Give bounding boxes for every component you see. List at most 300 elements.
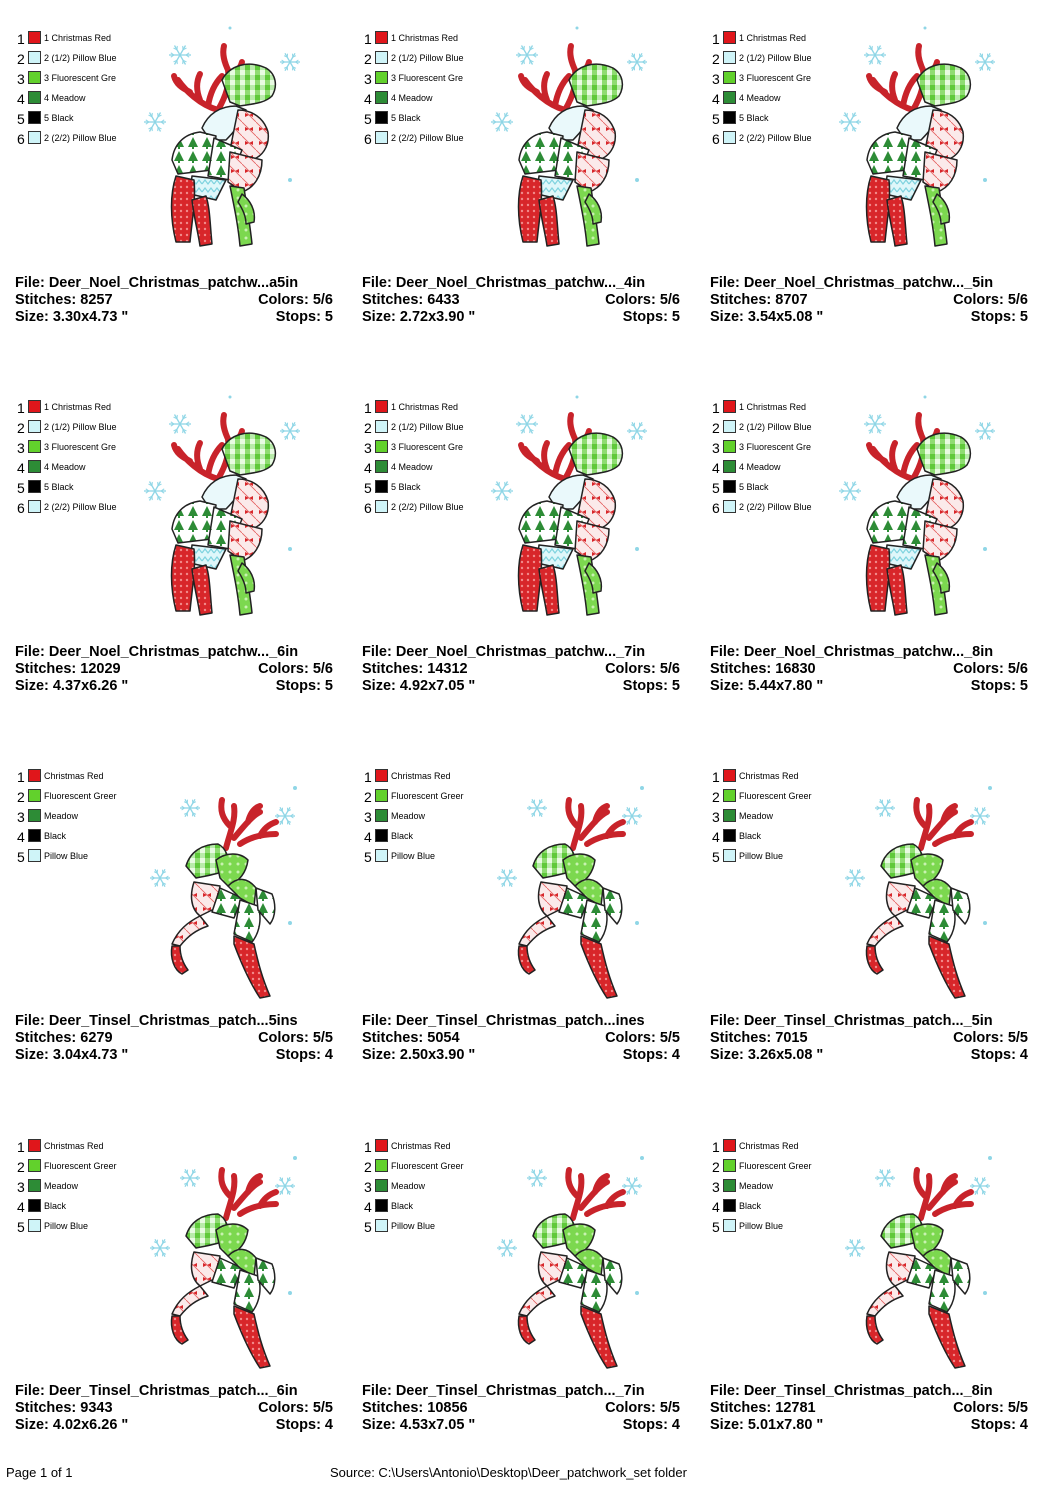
color-swatch	[375, 131, 388, 144]
color-swatch	[375, 1219, 388, 1232]
color-swatch	[375, 51, 388, 64]
legend-color-name: Meadow	[391, 811, 426, 821]
legend-color-name: 4 Meadow	[44, 93, 86, 103]
legend-color-name: 5 Black	[739, 482, 769, 492]
legend-number: 3	[712, 71, 720, 87]
legend-number: 3	[364, 1179, 372, 1195]
color-legend	[17, 1138, 127, 1238]
color-swatch	[375, 769, 388, 782]
legend-color-name: 3 Fluorescent Gre	[391, 442, 464, 452]
design-size: Size: 5.01x7.80 "	[710, 1417, 824, 1433]
color-count: Colors: 5/6	[605, 661, 680, 677]
file-name: File: Deer_Tinsel_Christmas_patch...5ins	[15, 1013, 298, 1029]
legend-row	[712, 419, 822, 439]
color-swatch	[723, 809, 736, 822]
design-card	[347, 738, 695, 1107]
legend-color-name: 4 Meadow	[391, 93, 433, 103]
legend-row	[712, 1178, 822, 1198]
snowflake-icon	[280, 422, 300, 439]
stitch-count: Stitches: 8707	[710, 292, 808, 308]
legend-row	[364, 399, 474, 419]
legend-color-name: 2 (1/2) Pillow Blue	[739, 53, 812, 63]
color-swatch	[723, 500, 736, 513]
legend-color-name: 4 Meadow	[739, 462, 781, 472]
stop-count: Stops: 4	[622, 1047, 680, 1063]
legend-row	[712, 439, 822, 459]
deer-noel-embroidery-preview	[130, 379, 330, 634]
color-swatch	[28, 51, 41, 64]
legend-row	[712, 459, 822, 479]
legend-number: 5	[364, 480, 372, 496]
stop-count: Stops: 4	[622, 1417, 680, 1433]
legend-color-name: Fluorescent Greer	[391, 791, 464, 801]
legend-row	[712, 1138, 822, 1158]
legend-color-name: 2 (2/2) Pillow Blue	[44, 502, 117, 512]
design-card	[695, 738, 1043, 1107]
snowflake-icon	[491, 482, 513, 501]
stitch-count: Stitches: 10856	[362, 1400, 468, 1416]
stitch-count: Stitches: 5054	[362, 1030, 460, 1046]
snowflake-icon	[180, 1169, 200, 1186]
snowflake-icon	[864, 415, 886, 434]
stitch-count: Stitches: 7015	[710, 1030, 808, 1046]
legend-number: 5	[712, 111, 720, 127]
stitch-count: Stitches: 12781	[710, 1400, 816, 1416]
design-info	[710, 1013, 1028, 1064]
file-name: File: Deer_Tinsel_Christmas_patch..._7in	[362, 1383, 645, 1399]
deer-tinsel-embroidery-preview	[130, 1118, 330, 1373]
legend-color-name: Christmas Red	[391, 771, 451, 781]
legend-color-name: 2 (1/2) Pillow Blue	[44, 53, 117, 63]
legend-number: 4	[712, 1199, 720, 1215]
design-info	[710, 275, 1028, 326]
legend-number: 4	[364, 460, 372, 476]
snowflake-icon	[150, 869, 170, 886]
legend-row	[364, 788, 474, 808]
legend-color-name: Black	[739, 1201, 762, 1211]
snowflake-icon	[845, 1239, 865, 1256]
legend-color-name: 5 Black	[44, 113, 74, 123]
legend-number: 1	[712, 1139, 720, 1155]
page-indicator: Page 1 of 1	[6, 1465, 73, 1480]
legend-color-name: 3 Fluorescent Gre	[391, 73, 464, 83]
legend-number: 5	[712, 1219, 720, 1235]
file-name: File: Deer_Tinsel_Christmas_patch...ines	[362, 1013, 645, 1029]
legend-row	[712, 110, 822, 130]
snowflake-icon	[864, 46, 886, 65]
snowflake-icon	[975, 422, 995, 439]
legend-color-name: Pillow Blue	[44, 851, 89, 861]
file-name: File: Deer_Noel_Christmas_patchw..._7in	[362, 644, 646, 660]
legend-color-name: Pillow Blue	[391, 1221, 436, 1231]
legend-row	[17, 110, 127, 130]
legend-number: 2	[17, 51, 25, 67]
design-size: Size: 4.37x6.26 "	[15, 678, 129, 694]
design-card	[347, 1108, 695, 1477]
legend-color-name: 1 Christmas Red	[739, 33, 807, 43]
snowflake-icon	[875, 799, 895, 816]
deer-noel-embroidery-preview	[130, 10, 330, 265]
design-info	[362, 1013, 680, 1064]
legend-color-name: 4 Meadow	[391, 462, 433, 472]
snowflake-icon	[144, 482, 166, 501]
legend-row	[712, 768, 822, 788]
legend-color-name: 3 Fluorescent Gre	[44, 442, 117, 452]
color-swatch	[28, 789, 41, 802]
legend-row	[712, 90, 822, 110]
color-swatch	[28, 480, 41, 493]
color-legend	[364, 768, 474, 868]
file-name: File: Deer_Tinsel_Christmas_patch..._8in	[710, 1383, 993, 1399]
snowflake-icon	[497, 1239, 517, 1256]
stitch-count: Stitches: 16830	[710, 661, 816, 677]
legend-number: 1	[364, 31, 372, 47]
legend-number: 1	[712, 31, 720, 47]
design-size: Size: 2.50x3.90 "	[362, 1047, 476, 1063]
file-name: File: Deer_Tinsel_Christmas_patch..._5in	[710, 1013, 993, 1029]
color-count: Colors: 5/6	[258, 292, 333, 308]
legend-row	[364, 1178, 474, 1198]
legend-color-name: 4 Meadow	[44, 462, 86, 472]
legend-number: 3	[17, 809, 25, 825]
legend-color-name: 2 (1/2) Pillow Blue	[391, 422, 464, 432]
color-swatch	[723, 71, 736, 84]
legend-row	[17, 768, 127, 788]
legend-row	[364, 30, 474, 50]
snowflake-icon	[169, 415, 191, 434]
legend-number: 3	[17, 1179, 25, 1195]
color-swatch	[375, 1179, 388, 1192]
legend-row	[17, 50, 127, 70]
legend-number: 3	[364, 71, 372, 87]
file-name: File: Deer_Noel_Christmas_patchw..._5in	[710, 275, 994, 291]
legend-row	[712, 499, 822, 519]
color-swatch	[375, 1199, 388, 1212]
color-swatch	[28, 400, 41, 413]
color-swatch	[723, 769, 736, 782]
stop-count: Stops: 5	[622, 678, 680, 694]
legend-color-name: 1 Christmas Red	[391, 402, 459, 412]
stop-count: Stops: 5	[970, 309, 1028, 325]
legend-row	[712, 788, 822, 808]
legend-number: 2	[17, 789, 25, 805]
color-swatch	[375, 1159, 388, 1172]
design-info	[15, 1383, 333, 1434]
color-swatch	[723, 51, 736, 64]
color-legend	[712, 768, 822, 868]
legend-row	[712, 50, 822, 70]
color-legend	[364, 30, 474, 150]
color-swatch	[375, 71, 388, 84]
legend-number: 6	[17, 500, 25, 516]
legend-row	[17, 788, 127, 808]
color-swatch	[28, 829, 41, 842]
color-swatch	[28, 1179, 41, 1192]
legend-number: 5	[364, 849, 372, 865]
color-swatch	[375, 789, 388, 802]
color-swatch	[28, 71, 41, 84]
color-swatch	[375, 460, 388, 473]
legend-color-name: Meadow	[44, 1181, 79, 1191]
color-swatch	[28, 440, 41, 453]
legend-row	[712, 1218, 822, 1238]
color-swatch	[375, 480, 388, 493]
deer-noel-embroidery-preview	[477, 379, 677, 634]
snowflake-icon	[516, 415, 538, 434]
legend-color-name: Fluorescent Greer	[44, 1161, 117, 1171]
color-swatch	[28, 111, 41, 124]
legend-number: 1	[17, 1139, 25, 1155]
design-card	[695, 1108, 1043, 1477]
legend-number: 3	[712, 440, 720, 456]
legend-color-name: Pillow Blue	[739, 1221, 784, 1231]
stop-count: Stops: 5	[622, 309, 680, 325]
snowflake-icon	[169, 46, 191, 65]
design-info	[710, 1383, 1028, 1434]
color-swatch	[375, 440, 388, 453]
legend-color-name: Christmas Red	[44, 1141, 104, 1151]
legend-row	[712, 848, 822, 868]
snowflake-icon	[144, 113, 166, 132]
legend-row	[364, 419, 474, 439]
legend-row	[364, 768, 474, 788]
color-swatch	[375, 500, 388, 513]
design-info	[362, 275, 680, 326]
snowflake-icon	[627, 422, 647, 439]
legend-row	[17, 808, 127, 828]
legend-color-name: 2 (1/2) Pillow Blue	[391, 53, 464, 63]
legend-color-name: Christmas Red	[44, 771, 104, 781]
deer-tinsel-embroidery-preview	[825, 748, 1025, 1003]
design-info	[15, 644, 333, 695]
legend-row	[712, 808, 822, 828]
color-swatch	[28, 1199, 41, 1212]
snowflake-icon	[280, 53, 300, 70]
legend-number: 6	[712, 131, 720, 147]
legend-color-name: Pillow Blue	[44, 1221, 89, 1231]
design-size: Size: 4.53x7.05 "	[362, 1417, 476, 1433]
legend-row	[17, 1158, 127, 1178]
legend-number: 3	[17, 440, 25, 456]
snowflake-icon	[627, 53, 647, 70]
legend-number: 2	[17, 1159, 25, 1175]
color-legend	[712, 30, 822, 150]
legend-color-name: 5 Black	[44, 482, 74, 492]
legend-row	[364, 439, 474, 459]
legend-row	[17, 419, 127, 439]
color-swatch	[723, 1219, 736, 1232]
legend-number: 1	[712, 400, 720, 416]
legend-number: 4	[364, 829, 372, 845]
legend-number: 6	[364, 500, 372, 516]
color-swatch	[723, 31, 736, 44]
legend-number: 2	[364, 51, 372, 67]
legend-row	[17, 1218, 127, 1238]
color-legend	[712, 1138, 822, 1238]
legend-number: 3	[17, 71, 25, 87]
legend-color-name: 2 (2/2) Pillow Blue	[739, 133, 812, 143]
legend-number: 5	[712, 849, 720, 865]
stop-count: Stops: 4	[970, 1417, 1028, 1433]
legend-row	[364, 1198, 474, 1218]
design-info	[362, 644, 680, 695]
legend-color-name: Black	[44, 1201, 67, 1211]
deer-noel-embroidery-preview	[825, 10, 1025, 265]
legend-color-name: 2 (1/2) Pillow Blue	[44, 422, 117, 432]
color-swatch	[375, 809, 388, 822]
legend-row	[364, 50, 474, 70]
design-card	[0, 1108, 348, 1477]
legend-row	[712, 30, 822, 50]
legend-row	[364, 479, 474, 499]
legend-number: 4	[712, 829, 720, 845]
legend-row	[17, 848, 127, 868]
legend-row	[364, 848, 474, 868]
legend-row	[17, 1138, 127, 1158]
legend-number: 4	[364, 1199, 372, 1215]
legend-row	[17, 1198, 127, 1218]
design-size: Size: 2.72x3.90 "	[362, 309, 476, 325]
color-swatch	[375, 420, 388, 433]
legend-color-name: Fluorescent Greer	[739, 791, 812, 801]
deer-tinsel-embroidery-preview	[477, 748, 677, 1003]
color-swatch	[723, 400, 736, 413]
legend-number: 5	[17, 849, 25, 865]
design-size: Size: 4.92x7.05 "	[362, 678, 476, 694]
legend-number: 4	[17, 829, 25, 845]
design-size: Size: 5.44x7.80 "	[710, 678, 824, 694]
design-card	[0, 369, 348, 738]
legend-row	[712, 1198, 822, 1218]
legend-color-name: Pillow Blue	[739, 851, 784, 861]
legend-color-name: 2 (2/2) Pillow Blue	[391, 133, 464, 143]
legend-color-name: Meadow	[44, 811, 79, 821]
color-swatch	[723, 789, 736, 802]
legend-row	[17, 30, 127, 50]
legend-row	[17, 399, 127, 419]
legend-number: 1	[364, 400, 372, 416]
file-name: File: Deer_Noel_Christmas_patchw..._8in	[710, 644, 994, 660]
legend-number: 1	[364, 769, 372, 785]
color-count: Colors: 5/5	[605, 1030, 680, 1046]
legend-number: 3	[712, 809, 720, 825]
color-swatch	[28, 1139, 41, 1152]
legend-number: 5	[17, 1219, 25, 1235]
legend-number: 4	[712, 460, 720, 476]
legend-row	[712, 130, 822, 150]
stitch-count: Stitches: 6279	[15, 1030, 113, 1046]
legend-row	[364, 459, 474, 479]
snowflake-icon	[150, 1239, 170, 1256]
legend-color-name: 5 Black	[391, 482, 421, 492]
legend-row	[17, 479, 127, 499]
stitch-count: Stitches: 12029	[15, 661, 121, 677]
color-swatch	[28, 460, 41, 473]
color-count: Colors: 5/5	[953, 1400, 1028, 1416]
legend-row	[712, 828, 822, 848]
stop-count: Stops: 5	[970, 678, 1028, 694]
snowflake-icon	[497, 869, 517, 886]
legend-row	[712, 70, 822, 90]
legend-number: 4	[712, 91, 720, 107]
color-swatch	[723, 1159, 736, 1172]
legend-number: 3	[364, 440, 372, 456]
color-swatch	[28, 1219, 41, 1232]
design-card	[347, 369, 695, 738]
legend-row	[17, 499, 127, 519]
legend-number: 2	[17, 420, 25, 436]
stop-count: Stops: 4	[275, 1417, 333, 1433]
color-swatch	[375, 111, 388, 124]
source-path: Source: C:\Users\Antonio\Desktop\Deer_patchwork_set folder	[330, 1465, 687, 1480]
color-swatch	[723, 849, 736, 862]
legend-number: 1	[364, 1139, 372, 1155]
snowflake-icon	[845, 869, 865, 886]
color-swatch	[723, 91, 736, 104]
color-count: Colors: 5/6	[953, 661, 1028, 677]
design-size: Size: 3.54x5.08 "	[710, 309, 824, 325]
legend-color-name: 2 (2/2) Pillow Blue	[739, 502, 812, 512]
color-count: Colors: 5/6	[258, 661, 333, 677]
legend-number: 3	[364, 809, 372, 825]
color-swatch	[28, 420, 41, 433]
snowflake-icon	[839, 113, 861, 132]
legend-color-name: 1 Christmas Red	[44, 33, 112, 43]
legend-color-name: 5 Black	[391, 113, 421, 123]
legend-number: 5	[17, 111, 25, 127]
legend-row	[17, 1178, 127, 1198]
design-info	[362, 1383, 680, 1434]
deer-tinsel-embroidery-preview	[130, 748, 330, 1003]
color-swatch	[28, 769, 41, 782]
stitch-count: Stitches: 9343	[15, 1400, 113, 1416]
legend-color-name: Meadow	[739, 811, 774, 821]
deer-noel-embroidery-preview	[477, 10, 677, 265]
color-swatch	[723, 1199, 736, 1212]
color-swatch	[28, 31, 41, 44]
legend-color-name: 4 Meadow	[739, 93, 781, 103]
legend-color-name: 3 Fluorescent Gre	[739, 73, 812, 83]
color-swatch	[28, 1159, 41, 1172]
design-size: Size: 4.02x6.26 "	[15, 1417, 129, 1433]
legend-number: 4	[17, 1199, 25, 1215]
legend-color-name: 1 Christmas Red	[391, 33, 459, 43]
stop-count: Stops: 5	[275, 678, 333, 694]
legend-color-name: 1 Christmas Red	[44, 402, 112, 412]
color-swatch	[28, 131, 41, 144]
legend-color-name: Fluorescent Greer	[739, 1161, 812, 1171]
legend-color-name: Black	[739, 831, 762, 841]
legend-number: 1	[17, 31, 25, 47]
legend-number: 1	[17, 400, 25, 416]
color-swatch	[375, 849, 388, 862]
deer-noel-embroidery-preview	[825, 379, 1025, 634]
color-swatch	[723, 480, 736, 493]
color-swatch	[723, 131, 736, 144]
legend-row	[364, 1158, 474, 1178]
snowflake-icon	[516, 46, 538, 65]
legend-color-name: Fluorescent Greer	[391, 1161, 464, 1171]
color-count: Colors: 5/5	[258, 1400, 333, 1416]
design-card	[347, 0, 695, 369]
color-count: Colors: 5/6	[605, 292, 680, 308]
color-swatch	[28, 500, 41, 513]
deer-tinsel-embroidery-preview	[477, 1118, 677, 1373]
legend-color-name: Fluorescent Greer	[44, 791, 117, 801]
color-swatch	[723, 111, 736, 124]
legend-row	[712, 479, 822, 499]
legend-row	[17, 828, 127, 848]
